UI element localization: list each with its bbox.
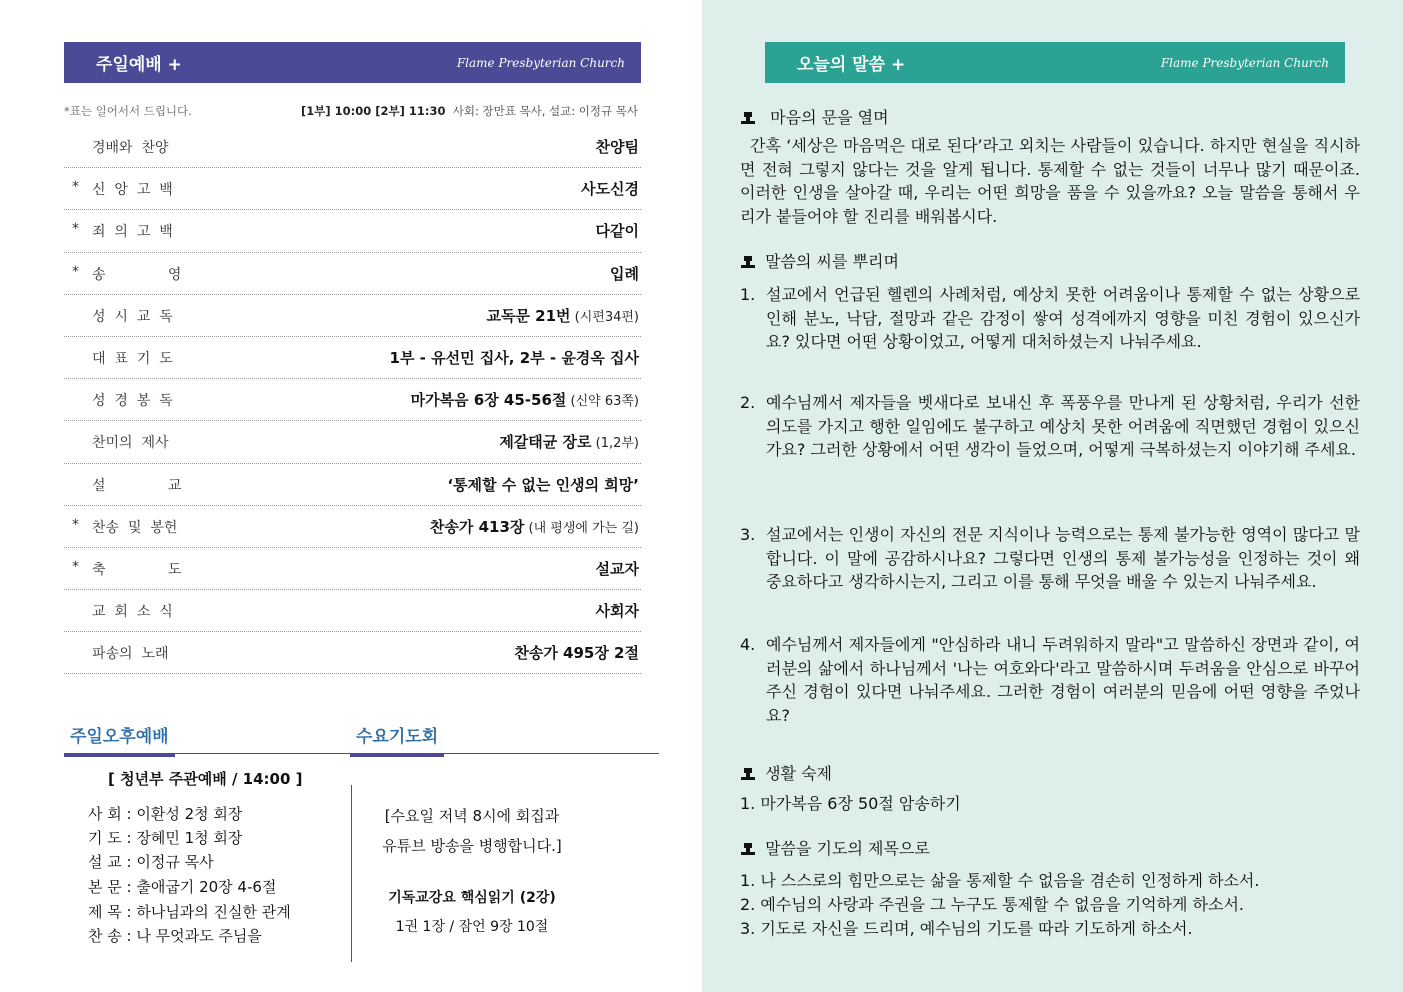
- order-value-sub: (내 평생에 가는 길): [524, 520, 639, 536]
- question-item: [740, 283, 1360, 354]
- order-value-main: 찬송가 495장 2절: [514, 644, 639, 663]
- order-row: [64, 126, 641, 168]
- order-row: [64, 632, 641, 674]
- order-row: [64, 379, 641, 421]
- order-label: 성 경 봉 독: [92, 393, 173, 410]
- order-row: [64, 464, 641, 506]
- section-divider: [64, 753, 659, 754]
- todays-word-title: 오늘의 말씀 +: [797, 55, 906, 75]
- standing-mark: *: [72, 516, 79, 533]
- order-value: [514, 642, 639, 663]
- section-open-heart: [740, 105, 889, 128]
- question-item: [740, 633, 1360, 727]
- order-label: 축 도: [92, 561, 182, 578]
- standing-mark: *: [72, 221, 79, 238]
- order-value-main: 마가복음 6장 45-56절: [410, 391, 567, 410]
- order-value: [596, 220, 639, 241]
- sunday-worship-title: 주일예배 +: [96, 55, 182, 75]
- order-label: 송 영: [92, 266, 182, 283]
- question-text: 예수님께서 제자들에게 "안심하라 내니 두려워하지 말라"고 말씀하신 장면과 같이, 여러분의 삶에서 하나님께서 '나는 여호와다'라고 말씀하시며 두려움을 안심으로 바꾸어주신 경험이 있다면 나눠주세요. 그러한 경험이 여러분의 믿음에 어떤 영향을 주었나요?: [766, 635, 1360, 725]
- order-row: [64, 295, 641, 337]
- order-label: 성 시 교 독: [92, 308, 173, 325]
- service-times-value: [1부] 10:00 [2부] 11:30: [301, 104, 446, 118]
- afternoon-service-heading: [ 청년부 주관예배 / 14:00 ]: [108, 770, 303, 788]
- question-number: 2.: [740, 393, 756, 412]
- study-title: 기독교강요 핵심읽기 (2강): [388, 890, 556, 906]
- order-value-main: 입례: [610, 264, 639, 283]
- order-value: [499, 431, 639, 452]
- order-value-main: 사회자: [595, 602, 639, 621]
- order-label: 죄 의 고 백: [92, 224, 173, 241]
- afternoon-line: 기 도 : 장혜민 1청 회장: [88, 829, 243, 847]
- order-value-main: 설교자: [595, 559, 639, 578]
- prayer-item: 1. 나 스스로의 힘만으로는 삶을 통제할 수 없음을 겸손히 인정하게 하소서.: [740, 871, 1260, 890]
- order-value: [390, 347, 639, 368]
- order-value: [596, 600, 639, 621]
- section-prayer: [740, 836, 930, 859]
- order-value-main: 사도신경: [581, 180, 639, 199]
- question-item: [740, 391, 1360, 462]
- service-times: [301, 103, 638, 119]
- order-row: [64, 253, 641, 295]
- section-title: 생활 숙제: [765, 764, 833, 783]
- afternoon-worship-heading: [64, 722, 175, 754]
- order-value-sub: (1,2부): [591, 436, 639, 452]
- order-value-main: 제갈태균 장로: [499, 433, 592, 452]
- order-value-main: 다같이: [595, 222, 639, 241]
- wednesday-line: [수요일 저녁 8시에 회집과: [384, 807, 560, 825]
- order-label: 경배와 찬양: [92, 140, 169, 156]
- order-value: [486, 305, 639, 326]
- question-text: 예수님께서 제자들을 벳새다로 보내신 후 폭풍우를 만나게 된 상황처럼, 우리가 선한 의도를 가지고 행한 일임에도 불구하고 예상치 못한 어려움에 직면했던 경험이 있으신가요? 그러한 상황에서 어떤 생각이 들었으며, 어떻게 극복하셨는지 이야기해 주세요.: [766, 393, 1360, 459]
- standing-note: *표는 일어서서 드립니다.: [64, 104, 192, 118]
- study-range: 1권 1장 / 잠언 9장 10절: [395, 919, 549, 935]
- question-number: 4.: [740, 635, 756, 654]
- order-row: [64, 210, 641, 252]
- afternoon-line: 제 목 : 하나님과의 진실한 관계: [88, 903, 291, 921]
- order-row: [64, 421, 641, 463]
- order-value-sub: (시편34편): [570, 309, 639, 325]
- lectern-icon: [740, 252, 760, 271]
- question-text: 설교에서는 인생이 자신의 전문 지식이나 능력으로는 통제 불가능한 영역이 많다고 말합니다. 이 말에 공감하시나요? 그렇다면 인생의 통제 불가능성을 인정하는 것이 왜 중요하다고 생각하시는지, 그리고 이를 통해 무엇을 배울 수 있는지 나눠주세요.: [766, 525, 1360, 591]
- order-value-main: 교독문 21번: [486, 306, 571, 325]
- order-value: [596, 136, 639, 157]
- service-leaders: 사회: 장만표 목사, 설교: 이정규 목사: [452, 104, 638, 118]
- order-label: 찬미의 제사: [92, 435, 169, 452]
- order-row: [64, 590, 641, 632]
- afternoon-worship-title: 주일오후예배: [64, 722, 175, 757]
- order-value: [411, 389, 639, 410]
- standing-mark: *: [72, 558, 79, 575]
- order-row: [64, 168, 641, 210]
- sunday-worship-banner: [64, 42, 641, 83]
- order-value: [430, 516, 639, 537]
- order-value-main: 찬송가 413장: [429, 517, 525, 536]
- church-name: Flame Presbyterian Church: [456, 55, 625, 70]
- order-label: 파송의 노래: [92, 646, 169, 663]
- section-homework: [740, 761, 832, 784]
- afternoon-line: 설 교 : 이정규 목사: [88, 853, 214, 871]
- order-value: [596, 558, 639, 579]
- order-label: 설 교: [92, 477, 182, 494]
- order-label: 신 앙 고 백: [92, 182, 173, 199]
- lectern-icon: [740, 108, 760, 127]
- open-heart-text: 간혹 ‘세상은 마음먹은 대로 된다’라고 외치는 사람들이 있습니다. 하지만 현실을 직시하면 전혀 그렇지 않다는 것을 알게 됩니다. 통제할 수 없는 것들이 너무나 많기 때문이죠. 이러한 인생을 살아갈 때, 우리는 어떤 희망을 품을 수 있을까요? 오늘 말씀을 통해서 우리가 붙들어야 할 진리를 배워봅시다.: [740, 136, 1360, 226]
- section-title: 말씀을 기도의 제목으로: [765, 839, 930, 858]
- lectern-icon: [740, 839, 760, 858]
- question-number: 3.: [740, 525, 756, 544]
- order-value-sub: (신약 63쪽): [566, 394, 639, 410]
- afternoon-line: 찬 송 : 나 무엇과도 주님을: [88, 927, 262, 945]
- question-text: 설교에서 언급된 헬렌의 사례처럼, 예상치 못한 어려움이나 통제할 수 없는 상황으로 인해 분노, 낙담, 절망과 같은 감정이 쌓여 성격에까지 영향을 미친 경험이 있으신가요? 있다면 어떤 상황이었고, 어떻게 대처하셨는지 나눠주세요.: [766, 285, 1360, 351]
- standing-mark: *: [72, 179, 79, 196]
- order-value: [610, 263, 639, 284]
- homework-item: 1. 마가복음 6장 50절 암송하기: [740, 794, 961, 813]
- order-row: [64, 548, 641, 590]
- wednesday-line: 유튜브 방송을 병행합니다.]: [382, 837, 562, 855]
- afternoon-line: 사 회 : 이환성 2청 회장: [88, 805, 243, 823]
- wednesday-prayer-title: 수요기도회: [350, 722, 444, 757]
- question-number: 1.: [740, 285, 756, 304]
- order-value: [581, 178, 639, 199]
- order-row: [64, 337, 641, 379]
- church-name: Flame Presbyterian Church: [1160, 55, 1329, 70]
- order-label: 대 표 기 도: [92, 350, 173, 367]
- section-title: 말씀의 씨를 뿌리며: [765, 252, 899, 271]
- order-of-worship: [64, 126, 641, 674]
- afternoon-line: 본 문 : 출애굽기 20장 4-6절: [88, 878, 277, 896]
- order-label: 찬송 및 봉헌: [92, 519, 178, 536]
- worship-info-row: [64, 103, 638, 123]
- standing-mark: *: [72, 263, 79, 280]
- order-value-main: 찬양팀: [595, 138, 639, 156]
- wednesday-prayer-heading: [350, 722, 444, 754]
- section-title: 마음의 문을 열며: [770, 108, 889, 127]
- order-row: [64, 506, 641, 548]
- section-sow-seed: [740, 249, 899, 272]
- order-value: [447, 474, 639, 495]
- order-value-main: ‘통제할 수 없는 인생의 희망’: [447, 475, 639, 494]
- prayer-item: 2. 예수님의 사랑과 주권을 그 누구도 통제할 수 없음을 기억하게 하소서.: [740, 895, 1244, 914]
- order-value-main: 1부 - 유선민 집사, 2부 - 윤경옥 집사: [389, 348, 639, 367]
- prayer-item: 3. 기도로 자신을 드리며, 예수님의 기도를 따라 기도하게 하소서.: [740, 919, 1193, 938]
- question-item: [740, 523, 1360, 594]
- todays-word-banner: [765, 42, 1345, 83]
- order-label: 교 회 소 식: [92, 604, 173, 621]
- lectern-icon: [740, 764, 760, 783]
